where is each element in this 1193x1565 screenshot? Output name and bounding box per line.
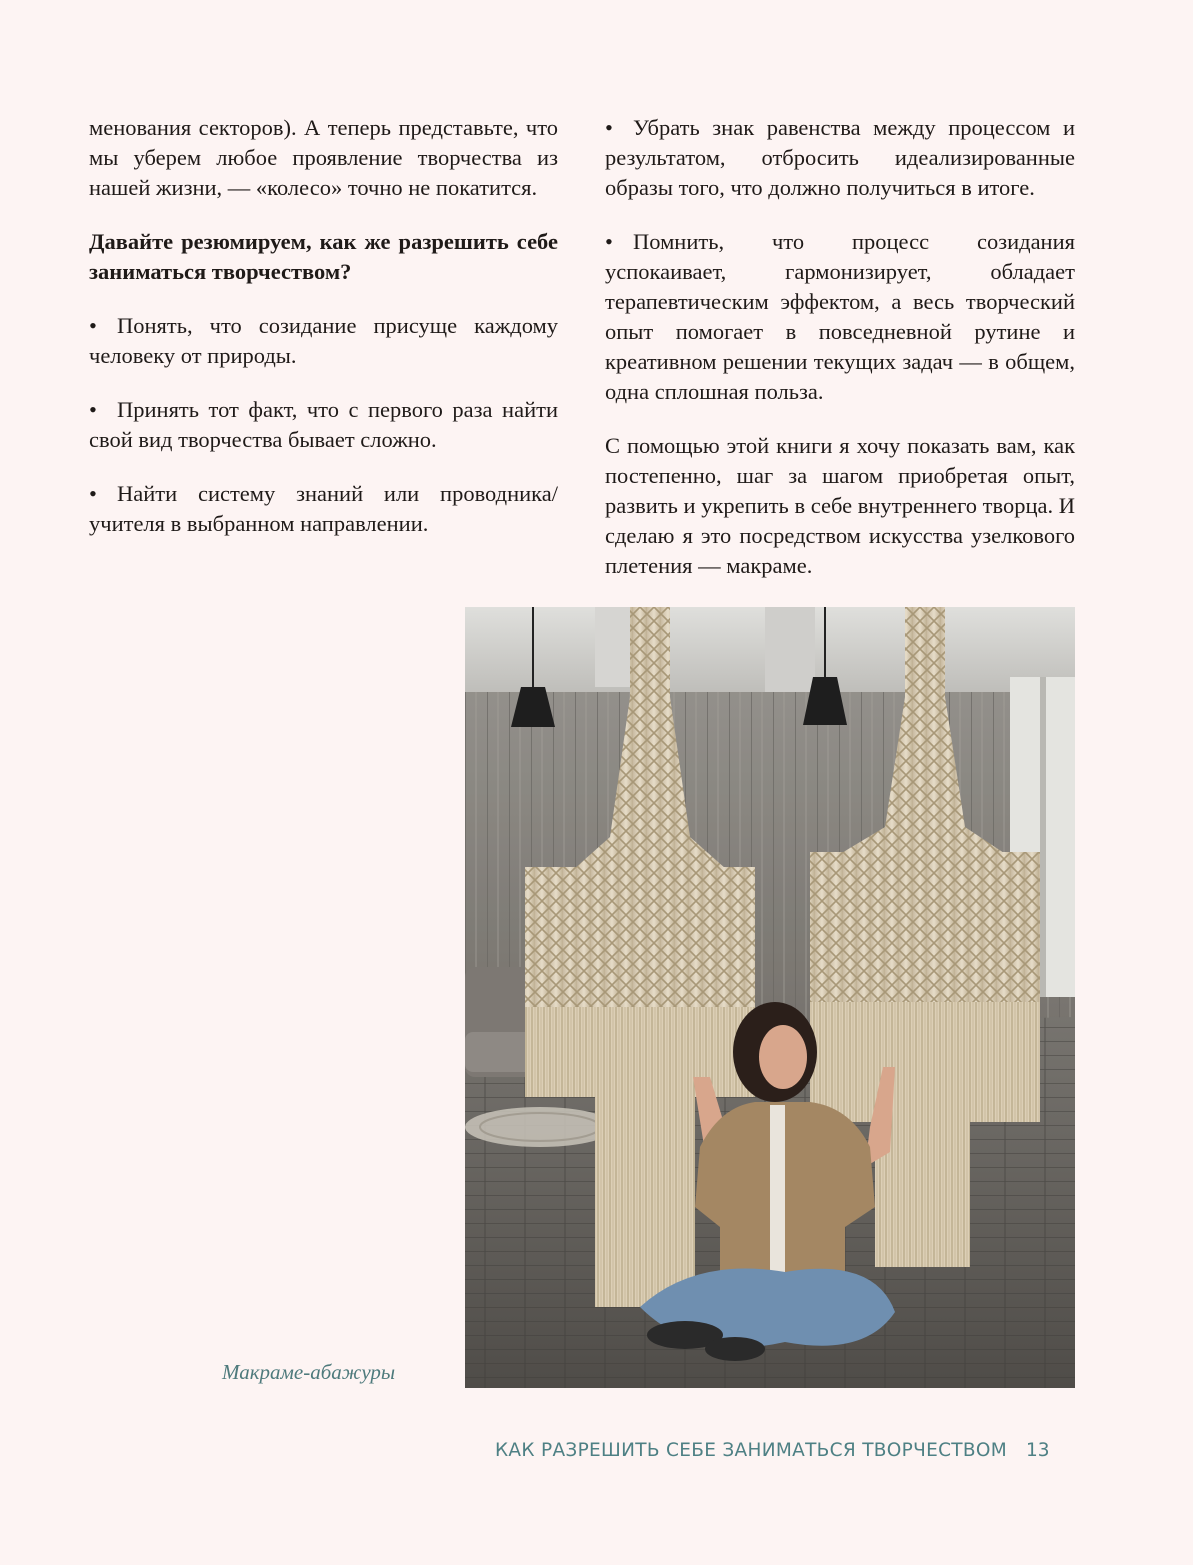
paragraph-conclusion: С помощью этой книги я хочу показать вам, как постепенно, шаг за шагом приобретая опыт, развить и укрепить в себе внутреннего творца. И сделаю я это посредством искусства узелкового плетения — макраме.: [605, 433, 1075, 578]
page-number: 13: [1026, 1440, 1050, 1461]
bullet-text: Понять, что созидание присуще каждому человеку от природы.: [89, 313, 558, 368]
bullet-dot: •: [605, 229, 613, 254]
summary-heading: Давайте резюмируем, как же разрешить себе заниматься творчеством?: [89, 229, 558, 284]
bullet-text: Помнить, что процесс созидания успокаивает, гармонизирует, обладает терапевтическим эффектом, а весь творческий опыт помогает в повседневной рутине и креативном решении текущих задач — в общем, одна сплошная польза.: [605, 229, 1075, 404]
macrame-lampshades-photo: [465, 607, 1075, 1388]
right-column: [605, 113, 1075, 605]
bullet-dot: •: [89, 397, 97, 422]
bullet-dot: •: [605, 115, 613, 140]
running-footer-title: КАК РАЗРЕШИТЬ СЕБЕ ЗАНИМАТЬСЯ ТВОРЧЕСТВОМ: [495, 1440, 1008, 1461]
bullet-item: [89, 479, 558, 539]
bullet-text: Убрать знак равенства между процессом и результатом, отбросить идеализированные образы того, что должно получиться в итоге.: [605, 115, 1075, 200]
photo-caption: Макраме-абажуры: [222, 1360, 396, 1384]
left-column: [89, 113, 558, 563]
bullet-item: [89, 395, 558, 455]
bullet-text: Принять тот факт, что с первого раза найти свой вид творчества бывает сложно.: [89, 397, 558, 452]
bullet-item: [605, 113, 1075, 203]
paragraph-intro: менования секторов). А теперь представьте, что мы уберем любое проявление творчества из нашей жизни, — «колесо» точно не покатится.: [89, 115, 558, 200]
bullet-item: [89, 311, 558, 371]
bullet-dot: •: [89, 481, 97, 506]
bullet-text: Найти систему знаний или проводника/учителя в выбранном направлении.: [89, 481, 558, 536]
bullet-dot: •: [89, 313, 97, 338]
bullet-item: [605, 227, 1075, 407]
